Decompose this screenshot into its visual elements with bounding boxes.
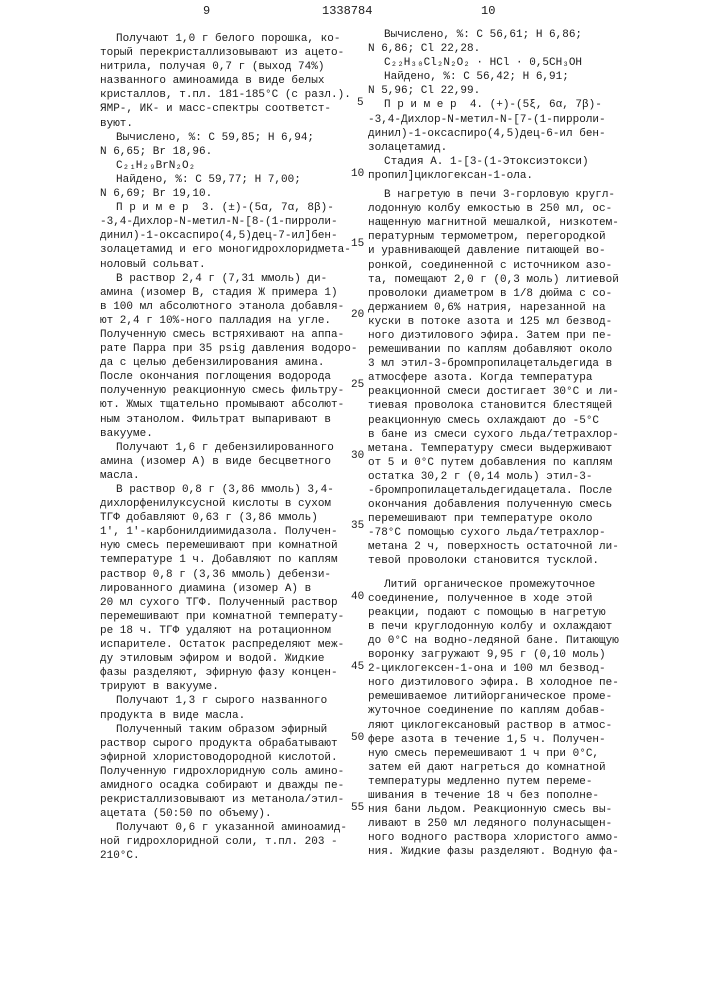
line-number: 15 (351, 238, 364, 250)
text-line: ной гидрохлоридной соли, т.пл. 203 - (100, 835, 355, 849)
text-line: 2-циклогексен-1-она и 100 мл безвод- (368, 662, 658, 676)
line-number: 50 (351, 732, 364, 744)
text-line: ют 2,4 г 10%-ного палладия на угле. (100, 314, 355, 328)
text-line: В нагретую в печи 3-горловую кругл- (368, 188, 658, 202)
text-line: Полученную гидрохлоридную соль амино- (100, 765, 355, 779)
text-line: В раствор 2,4 г (7,31 ммоль) ди- (100, 272, 355, 286)
text-line: Стадия А. 1-[3-(1-Этоксиэтокси) (368, 155, 658, 169)
text-line: пературным термометром, перегородкой (368, 230, 658, 244)
text-line: атмосфере азота. Когда температура (368, 371, 658, 385)
text-line: нитрила, получая 0,7 г (выход 74%) (100, 60, 355, 74)
text-line: Полученную смесь встряхивают на аппа- (100, 328, 355, 342)
text-line: N 6,69; Br 19,10. (100, 187, 355, 201)
text-line: В раствор 0,8 г (3,86 ммоль) 3,4- (100, 483, 355, 497)
text-line: ного водного раствора хлористого аммо- (368, 831, 658, 845)
line-number: 20 (351, 309, 364, 321)
text-line: лодонную колбу емкостью в 250 мл, ос- (368, 202, 658, 216)
text-line: динил)-1-оксаспиро(4,5)дец-6-ил бен- (368, 127, 658, 141)
text-line: П р и м е р 3. (±)-(5α, 7α, 8β)- (100, 201, 355, 215)
text-line: рекристаллизовывают из метанола/этил- (100, 793, 355, 807)
text-line: ноловый сольват. (100, 258, 355, 272)
text-line: да с целью дебензилирования амина. (100, 356, 355, 370)
text-line: Вычислено, %: С 59,85; Н 6,94; (100, 131, 355, 145)
text-line: нащенную магнитной мешалкой, низкотем- (368, 216, 658, 230)
text-line: 3 мл этил-3-бромпропилацетальдегида в (368, 357, 658, 371)
line-number: 30 (351, 450, 364, 462)
text-line: ре 18 ч. ТГФ удаляют на ротационном (100, 624, 355, 638)
text-line: тевой проволоки становится тусклой. (368, 554, 658, 568)
text-line: остатка 30,2 г (0,14 моль) этил-3- (368, 470, 658, 484)
text-line: в печи круглодонную колбу и охлаждают (368, 620, 658, 634)
text-line: N 6,86; Cl 22,28. (368, 42, 658, 56)
left-page-number: 9 (203, 4, 210, 18)
text-line: фазы разделяют, эфирную фазу концен- (100, 666, 355, 680)
line-number: 45 (351, 661, 364, 673)
text-line: После окончания поглощения водорода (100, 370, 355, 384)
text-line: ния. Жидкие фазы разделяют. Водную фа- (368, 845, 658, 859)
text-line: полученную реакционную смесь фильтру- (100, 384, 355, 398)
text-line: динил)-1-оксаспиро(4,5)дец-7-ил]бен- (100, 229, 355, 243)
text-line: амидного осадка собирают и дважды пе- (100, 779, 355, 793)
text-line: амина (изомер В, стадия Ж примера 1) (100, 286, 355, 300)
right-page-number: 10 (481, 4, 495, 18)
text-line: -78°С помощью сухого льда/тетрахлор- (368, 526, 658, 540)
line-number: 35 (351, 520, 364, 532)
text-line: 1', 1'-карбонилдиимидазола. Получен- (100, 525, 355, 539)
text-line: названного аминоамида в виде белых (100, 74, 355, 88)
text-line: дихлорфенилуксусной кислоты в сухом (100, 497, 355, 511)
text-line: проволоки диаметром в 1/8 дюйма с со- (368, 287, 658, 301)
text-line: -3,4-Дихлор-N-метил-N-[7-(1-пирроли- (368, 113, 658, 127)
text-line: ного диэтилового эфира. В холодное пе- (368, 676, 658, 690)
text-line: испарителе. Остаток распределяют меж- (100, 638, 355, 652)
text-line: фере азота в течение 1,5 ч. Получен- (368, 733, 658, 747)
text-line: трируют в вакууме. (100, 680, 355, 694)
text-line: ремешивании по каплям добавляют около (368, 343, 658, 357)
text-line: от 5 и 0°С путем добавления по каплям (368, 456, 658, 470)
text-line: жуточное соединение по каплям добав- (368, 704, 658, 718)
text-line: ного диэтилового эфира. Затем при пе- (368, 329, 658, 343)
text-line: Найдено, %: С 56,42; Н 6,91; (368, 70, 658, 84)
patent-number: 1338784 (322, 4, 372, 18)
text-line: 20 мл сухого ТГФ. Полученный раствор (100, 596, 355, 610)
text-line: золацетамид. (368, 141, 658, 155)
text-line: перемешивают при температуре около (368, 512, 658, 526)
text-line: ют. Жмых тщательно промывают абсолют- (100, 398, 355, 412)
text-line: температуры медленно путем переме- (368, 775, 658, 789)
text-line: реакционную смесь охлаждают до -5°С (368, 414, 658, 428)
text-line: Получают 1,3 г сырого названного (100, 694, 355, 708)
text-line: 210°С. (100, 849, 355, 863)
text-line: ТГФ добавляют 0,63 г (3,86 ммоль) (100, 511, 355, 525)
text-line: П р и м е р 4. (+)-(5ξ, 6α, 7β)- (368, 98, 658, 112)
line-number: 5 (357, 97, 364, 109)
text-line: ЯМР-, ИК- и масс-спектры соответст- (100, 102, 355, 116)
text-line: продукта в виде масла. (100, 709, 355, 723)
text-line: соединение, полученное в ходе этой (368, 592, 658, 606)
text-line: та, помещают 2,0 г (0,3 моль) литиевой (368, 273, 658, 287)
text-line: золацетамид и его моногидрохлоридмета- (100, 243, 355, 257)
text-line: кристаллов, т.пл. 181-185°С (с разл.). (100, 88, 355, 102)
text-line: перемешивают при комнатной температу- (100, 610, 355, 624)
text-line: и уравнивающей давление питающей во- (368, 244, 658, 258)
text-line: торый перекристаллизовывают из ацето- (100, 46, 355, 60)
text-line: -3,4-Дихлор-N-метил-N-[8-(1-пирроли- (100, 215, 355, 229)
text-line: ремешиваемое литийорганическое проме- (368, 690, 658, 704)
text-line: куски в потоке азота и 125 мл безвод- (368, 315, 658, 329)
text-line: ным этанолом. Фильтрат выпаривают в (100, 413, 355, 427)
text-line: метана 2 ч, поверхность остаточной ли- (368, 540, 658, 554)
line-number: 40 (351, 591, 364, 603)
text-line: лированного диамина (изомер А) в (100, 582, 355, 596)
text-line: воронку загружают 9,95 г (0,10 моль) (368, 648, 658, 662)
text-line: ацетата (50:50 по объему). (100, 807, 355, 821)
text-line: реакции, подают с помощью в нагретую (368, 606, 658, 620)
right-text-column (368, 28, 658, 859)
text-line: в 100 мл абсолютного этанола добавля- (100, 300, 355, 314)
text-line: ронкой, соединенной с источником азо- (368, 259, 658, 273)
text-line: N 5,96; Cl 22,99. (368, 84, 658, 98)
text-line: шивания в течение 18 ч без пополне- (368, 789, 658, 803)
text-line: в бане из смеси сухого льда/тетрахлор- (368, 428, 658, 442)
text-line: ду этиловым эфиром и водой. Жидкие (100, 652, 355, 666)
text-line: Литий органическое промежуточное (368, 578, 658, 592)
text-line: эфирной хлористоводородной кислотой. (100, 751, 355, 765)
text-line: C₂₁H₂₉BrN₂O₂ (100, 159, 355, 173)
line-number: 55 (351, 802, 364, 814)
text-line: масла. (100, 469, 355, 483)
text-line: ливают в 250 мл ледяного полунасыщен- (368, 817, 658, 831)
text-line: затем ей дают нагреться до комнатной (368, 761, 658, 775)
text-line: ную смесь перемешивают при комнатной (100, 539, 355, 553)
text-line: -бромпропилацетальдегидацетала. После (368, 484, 658, 498)
line-number: 25 (351, 379, 364, 391)
text-line: C₂₂H₃₀Cl₂N₂O₂ · HCl · 0,5CH₃OH (368, 56, 658, 70)
left-text-column (100, 32, 355, 864)
text-line: раствор 0,8 г (3,36 ммоль) дебензи- (100, 568, 355, 582)
line-number: 10 (351, 168, 364, 180)
text-line: окончания добавления полученную смесь (368, 498, 658, 512)
text-line: держанием 0,6% натрия, нарезанной на (368, 301, 658, 315)
text-line: ную смесь перемешивают 1 ч при 0°С, (368, 747, 658, 761)
text-line: Полученный таким образом эфирный (100, 723, 355, 737)
text-line: рате Парра при 35 psig давления водоро- (100, 342, 355, 356)
text-line: Получают 1,0 г белого порошка, ко- (100, 32, 355, 46)
text-line: раствор сырого продукта обрабатывают (100, 737, 355, 751)
text-line: пропил]циклогексан-1-ола. (368, 169, 658, 183)
text-line: N 6,65; Br 18,96. (100, 145, 355, 159)
text-line: ляют циклогексановый раствор в атмос- (368, 719, 658, 733)
text-line: Получают 1,6 г дебензилированного (100, 441, 355, 455)
text-line: вакууме. (100, 427, 355, 441)
text-line: реакционной смеси достигает 30°С и ли- (368, 385, 658, 399)
text-line: метана. Температуру смеси выдерживают (368, 442, 658, 456)
text-line: тиевая проволока становится блестящей (368, 399, 658, 413)
text-line: Вычислено, %: С 56,61; Н 6,86; (368, 28, 658, 42)
text-line: ния бани льдом. Реакционную смесь вы- (368, 803, 658, 817)
text-line: Получают 0,6 г указанной аминоамид- (100, 821, 355, 835)
text-line: до 0°С на водно-ледяной бане. Питающую (368, 634, 658, 648)
text-line: амина (изомер А) в виде бесцветного (100, 455, 355, 469)
text-line: вуют. (100, 117, 355, 131)
text-line: Найдено, %: С 59,77; Н 7,00; (100, 173, 355, 187)
text-line: температуре 1 ч. Добавляют по каплям (100, 553, 355, 567)
